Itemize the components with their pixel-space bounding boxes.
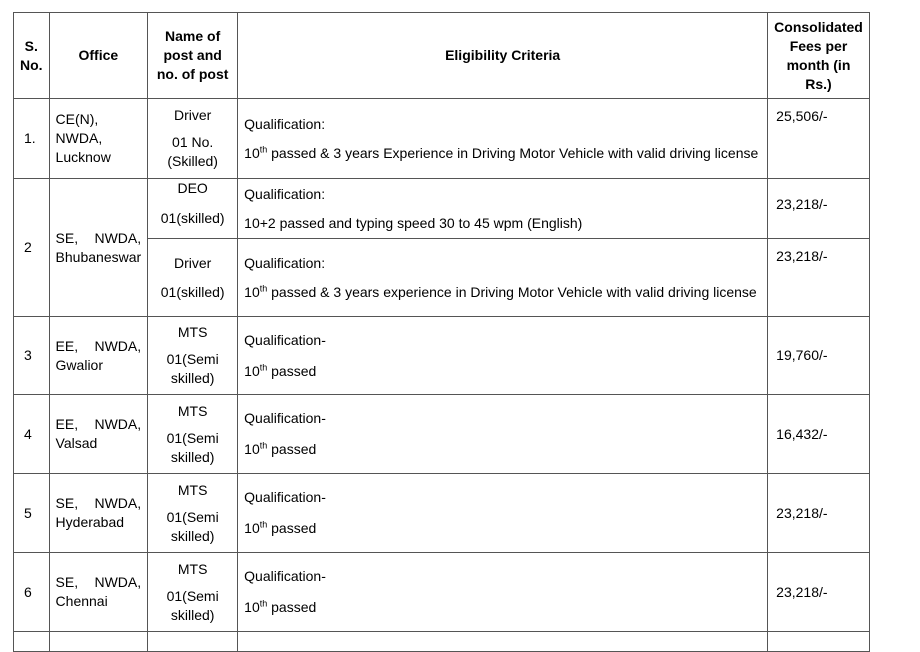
post-name: Driver [173, 107, 212, 123]
row-sno: 3 [14, 317, 50, 395]
eligibility-table [13, 12, 870, 652]
row-post [148, 474, 238, 553]
post-count: 01 No. (Skilled) [167, 134, 218, 169]
row-sno: 4 [14, 395, 50, 474]
row-office: SE, NWDA, Hyderabad [49, 474, 148, 553]
post-name: MTS [177, 560, 208, 577]
criteria-heading: Qualification: [244, 254, 326, 271]
row-fee: 16,432/- [768, 395, 870, 474]
row-fee: 23,218/- [768, 553, 870, 632]
criteria-heading: Qualification- [244, 331, 326, 348]
post-count: 01(Semi skilled) [166, 508, 219, 544]
table-row [14, 395, 870, 474]
row-office: SE, NWDA, Chennai [49, 553, 148, 632]
header-row [14, 13, 870, 99]
criteria-heading: Qualification- [244, 568, 326, 584]
row-post [148, 317, 238, 395]
post-count: 01(Semi skilled) [166, 587, 219, 623]
row-fee: 19,760/- [768, 317, 870, 395]
table-row [14, 179, 870, 239]
row-criteria [238, 99, 768, 179]
post-name: MTS [177, 324, 208, 340]
post-name: Driver [173, 254, 212, 271]
row-post [148, 553, 238, 632]
row-post [148, 395, 238, 474]
criteria-text: 10+2 passed and typing speed 30 to 45 wpm (English) [244, 214, 583, 231]
row-office: SE, NWDA, Bhubaneswar [49, 179, 148, 317]
row-fee: 25,506/- [768, 99, 870, 179]
row-sno: 5 [14, 474, 50, 553]
table-row [14, 317, 870, 395]
criteria-heading: Qualification: [244, 115, 326, 132]
row-sno: 1. [14, 99, 50, 179]
row-office: EE, NWDA, Valsad [49, 395, 148, 474]
table-row [14, 474, 870, 553]
criteria-heading: Qualification- [244, 410, 326, 426]
row-office: CE(N), NWDA, Lucknow [49, 99, 148, 179]
criteria-heading: Qualification- [244, 489, 326, 505]
row-criteria [238, 395, 768, 474]
criteria-text: 10th passed [244, 598, 317, 615]
table-row [14, 553, 870, 632]
post-count: 01(Semi skilled) [166, 429, 219, 465]
row-criteria [238, 317, 768, 395]
header-office: Office [49, 13, 148, 99]
row-criteria [238, 474, 768, 553]
header-fees: Consolidated Fees per month (in Rs.) [768, 13, 870, 99]
header-post: Name of post and no. of post [148, 13, 238, 99]
criteria-text: 10th passed & 3 years Experience in Driving Motor Vehicle with valid driving license [244, 143, 759, 161]
row-criteria [238, 239, 768, 317]
row-sno: 6 [14, 553, 50, 632]
row-office: EE, NWDA, Gwalior [49, 317, 148, 395]
criteria-text: 10th passed [244, 361, 317, 379]
post-count: 01(skilled) [160, 210, 225, 226]
row-criteria [238, 553, 768, 632]
row-post [148, 99, 238, 179]
row-post [148, 179, 238, 239]
post-name: MTS [177, 402, 208, 419]
criteria-text: 10th passed & 3 years experience in Driving Motor Vehicle with valid driving license [244, 282, 757, 300]
post-name: DEO [177, 180, 208, 196]
header-sno: S. No. [14, 13, 50, 99]
row-fee: 23,218/- [768, 239, 870, 317]
table-row [14, 632, 870, 652]
row-post [148, 239, 238, 317]
post-count: 01(Semi skilled) [166, 351, 219, 386]
row-criteria [238, 179, 768, 239]
row-fee: 23,218/- [768, 179, 870, 239]
row-sno: 2 [14, 179, 50, 317]
post-name: MTS [177, 481, 208, 498]
post-count: 01(skilled) [160, 283, 225, 300]
criteria-text: 10th passed [244, 440, 317, 457]
header-criteria: Eligibility Criteria [238, 13, 768, 99]
row-fee: 23,218/- [768, 474, 870, 553]
table-row [14, 99, 870, 179]
criteria-text: 10th passed [244, 519, 317, 536]
criteria-heading: Qualification: [244, 185, 326, 202]
